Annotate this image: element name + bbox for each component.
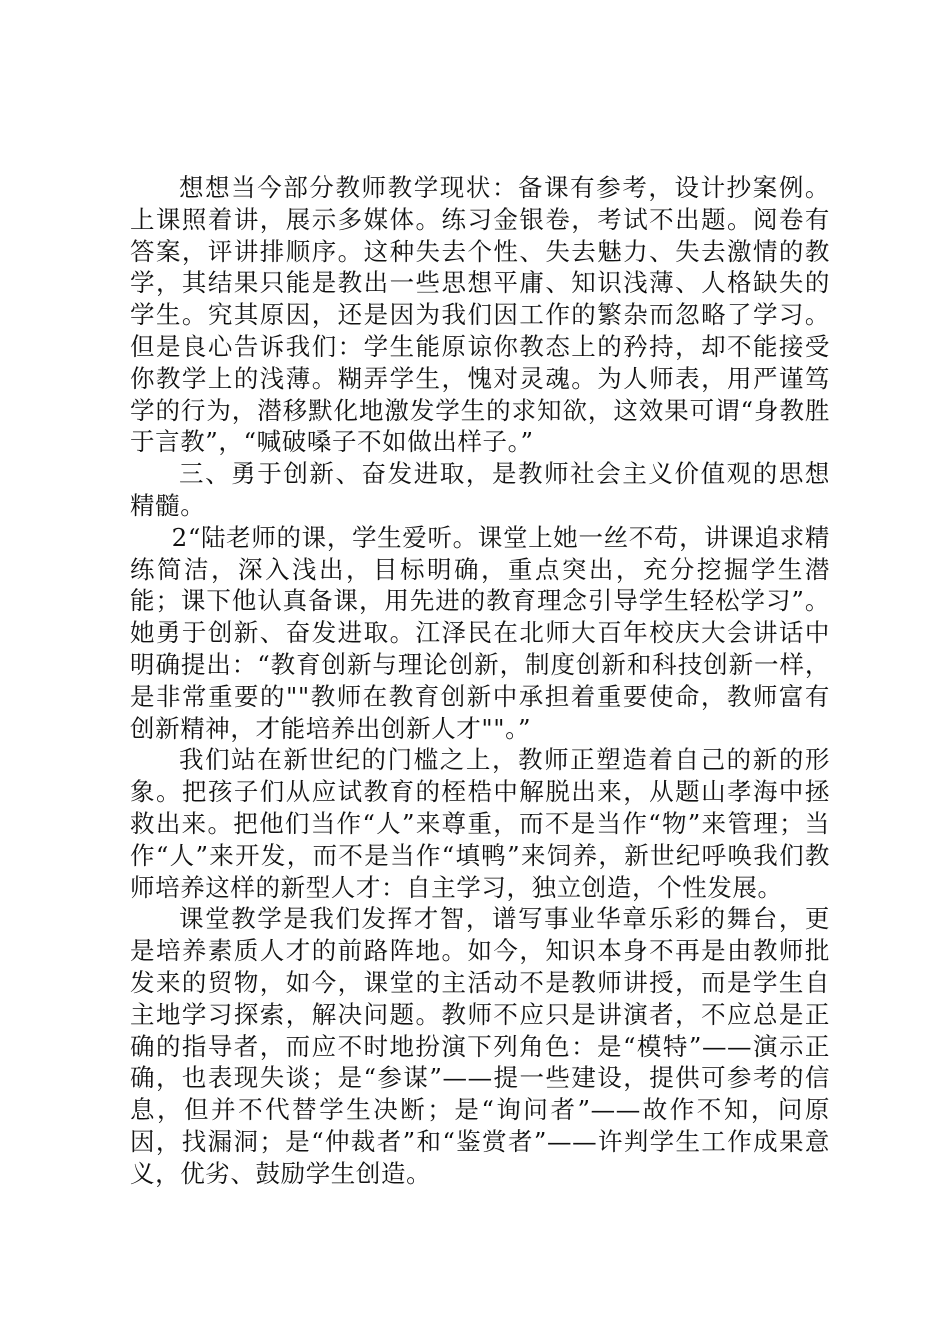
body-text	[130, 172, 830, 1190]
paragraph-section-three-heading: 三、勇于创新、奋发进取，是教师社会主义价值观的思想精髓。	[130, 459, 830, 520]
paragraph-classroom-teaching: 课堂教学是我们发挥才智，谱写事业华章乐彩的舞台，更是培养素质人才的前路阵地。如今，知识本身不再是由教师批发来的贸物，如今，课堂的主活动不是教师讲授，而是学生自主地学习探索，解决问题。教师不应只是讲演者，不应总是正确的指导者，而应不时地扮演下列角色：是“模特”——演示正确，也表现失谈；是“参谋”——提一些建设，提供可参考的信息，但并不代替学生决断；是“询问者”——故作不知，问原因，找漏洞；是“仲裁者”和“鉴赏者”——许判学生工作成果意义，优劣、鼓励学生创造。	[130, 904, 830, 1188]
paragraph-teaching-status: 想想当今部分教师教学现状：备课有参考，设计抄案例。上课照着讲，展示多媒体。练习金银卷，考试不出题。阅卷有答案，评讲排顺序。这种失去个性、失去魅力、失去激情的教学，其结果只能是教出一些思想平庸、知识浅薄、人格缺失的学生。究其原因，还是因为我们因工作的繁杂而忽略了学习。但是良心告诉我们：学生能原谅你教态上的矜持，却不能接受你教学上的浅薄。糊弄学生，愧对灵魂。为人师表，用严谨笃学的行为，潜移默化地激发学生的求知欲，这效果可谓“身教胜于言教”，“喊破嗓子不如做出样子。”	[130, 173, 830, 457]
paragraph-teacher-lu: 2“陆老师的课，学生爱听。课堂上她一丝不苟，讲课追求精练简洁，深入浅出，目标明确，重点突出，充分挖掘学生潜能；课下他认真备课，用先进的教育理念引导学生轻松学习”。她勇于创新、奋发进取。江泽民在北师大百年校庆大会讲话中明确提出：“教育创新与理论创新，制度创新和科技创新一样，是非常重要的""教师在教育创新中承担着重要使命，教师富有创新精神，才能培养出创新人才""。”	[130, 522, 830, 743]
paragraph-new-century: 我们站在新世纪的门槛之上，教师正塑造着自己的新的形象。把孩子们从应试教育的桎梏中解脱出来，从题山孝海中拯救出来。把他们当作“人”来尊重，而不是当作“物”来管理；当作“人”来开发，而不是当作“填鸭”来饲养，新世纪呼唤我们教师培养这样的新型人才：自主学习，独立创造，个性发展。	[130, 745, 830, 902]
